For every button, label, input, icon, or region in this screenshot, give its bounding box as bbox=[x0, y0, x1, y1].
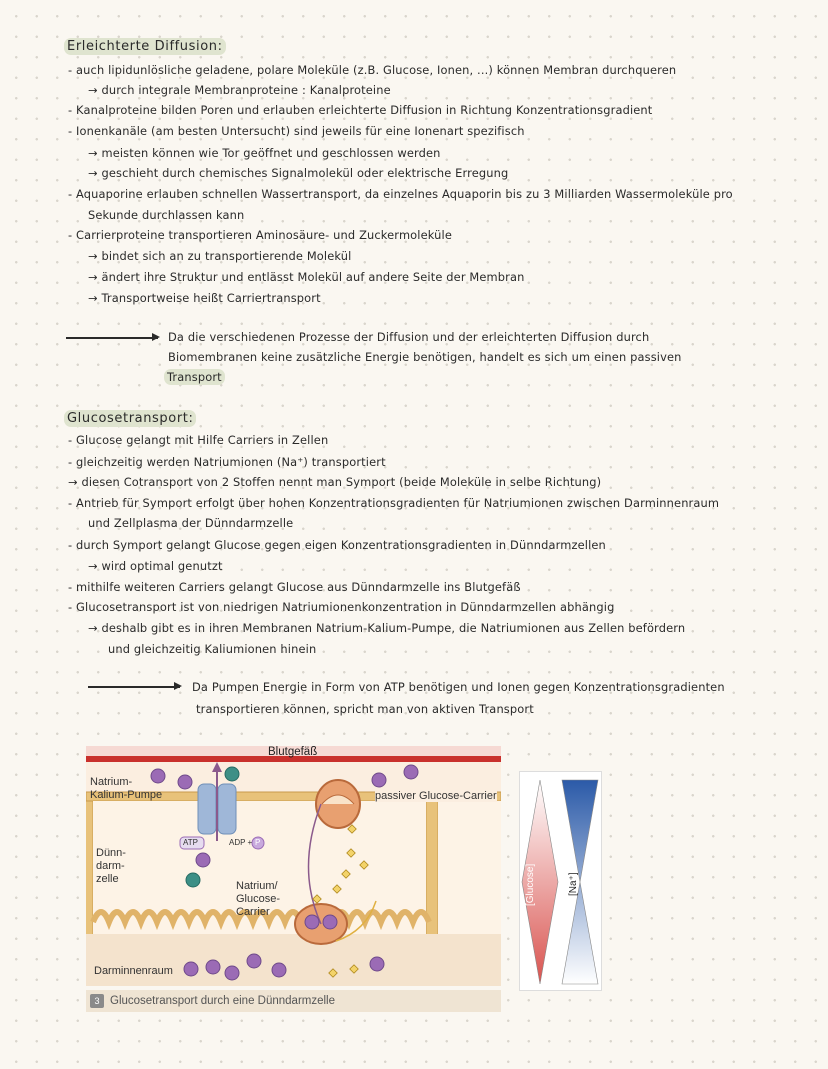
conclusion-line: Biomembranen keine zusätzliche Energie benötigen, handelt es sich um einen passiven bbox=[168, 350, 682, 364]
label-adp: ADP + bbox=[229, 838, 253, 847]
text-line: → wird optimal genutzt bbox=[88, 559, 223, 573]
label-na-gradient: [Na⁺] bbox=[568, 872, 579, 896]
label-pump-1: Natrium- bbox=[90, 776, 133, 788]
label-symport-1: Natrium/ bbox=[236, 880, 278, 892]
arrow-icon bbox=[66, 337, 158, 339]
text-line: → ändert ihre Struktur und entlässt Molekül auf andere Seite der Membran bbox=[88, 270, 525, 284]
caption-number: 3 bbox=[90, 994, 104, 1008]
text-line: - durch Symport gelangt Glucose gegen eigen Konzentrationsgradienten in Dünndarmzellen bbox=[68, 538, 606, 552]
text-line: - Kanalproteine bilden Poren und erlauben erleichterte Diffusion in Richtung Konzentrationsgradient bbox=[68, 103, 653, 117]
conclusion-line: transportieren können, spricht man von aktiven Transport bbox=[196, 702, 534, 716]
figure-caption bbox=[86, 990, 501, 1012]
text-line: Sekunde durchlassen kann bbox=[88, 208, 245, 222]
text-line: - auch lipidunlösliche geladene, polare Moleküle (z.B. Glucose, Ionen, ...) können Membran durchqueren bbox=[68, 63, 677, 77]
text-line: und Zellplasma der Dünndarmzelle bbox=[88, 516, 294, 530]
label-passive-carrier: passiver Glucose-Carrier bbox=[375, 790, 497, 802]
text-line: → durch integrale Membranproteine : Kanalproteine bbox=[88, 83, 391, 97]
text-line: - Glucosetransport ist von niedrigen Natriumionenkonzentration in Dünndarmzellen abhängig bbox=[68, 600, 615, 614]
label-atp: ATP bbox=[183, 838, 198, 847]
text-line: - gleichzeitig werden Natriumionen (Na⁺) transportiert bbox=[68, 455, 386, 469]
label-cell-3: zelle bbox=[96, 873, 119, 885]
label-blood-vessel: Blutgefäß bbox=[268, 746, 318, 758]
text-line: - Carrierproteine transportieren Aminosäure- und Zuckermoleküle bbox=[68, 228, 453, 242]
conclusion-line: Transport bbox=[164, 370, 225, 384]
caption-text: Glucosetransport durch eine Dünndarmzelle bbox=[110, 995, 336, 1007]
lumen-area bbox=[86, 934, 501, 986]
label-glucose-gradient: [Glucose] bbox=[525, 863, 536, 906]
text-line: → geschieht durch chemisches Signalmolekül oder elektrische Erregung bbox=[88, 166, 509, 180]
section-title-glucose: Glucosetransport: bbox=[64, 411, 196, 426]
glucose-transport-figure bbox=[86, 746, 501, 986]
text-line: - Aquaporine erlauben schnellen Wassertransport, da einzelnes Aquaporin bis zu 3 Milliarden Wassermoleküle pro bbox=[68, 187, 733, 201]
text-line: → bindet sich an zu transportierende Molekül bbox=[88, 249, 352, 263]
label-symport-3: Carrier bbox=[236, 906, 270, 918]
label-cell bbox=[96, 847, 126, 886]
text-line: und gleichzeitig Kaliumionen hinein bbox=[108, 642, 317, 656]
label-symport-carrier bbox=[236, 880, 280, 919]
label-cell-1: Dünn- bbox=[96, 847, 126, 859]
text-line: → Transportweise heißt Carriertransport bbox=[88, 291, 321, 305]
label-lumen: Darminnenraum bbox=[94, 965, 173, 977]
arrow-icon bbox=[88, 686, 180, 688]
text-line: → meisten können wie Tor geöffnet und geschlossen werden bbox=[88, 146, 441, 160]
text-line: → diesen Cotransport von 2 Stoffen nennt man Symport (beide Moleküle in selbe Richtung) bbox=[68, 475, 602, 489]
pump-left bbox=[198, 784, 216, 834]
label-cell-2: darm- bbox=[96, 860, 125, 872]
conclusion-line: Da die verschiedenen Prozesse der Diffusion und der erleichterten Diffusion durch bbox=[168, 330, 650, 344]
text-line: - Ionenkanäle (am besten Untersucht) sind jeweils für eine Ionenart spezifisch bbox=[68, 124, 525, 138]
text-line: → deshalb gibt es in ihren Membranen Natrium-Kalium-Pumpe, die Natriumionen aus Zellen befördern bbox=[88, 621, 686, 635]
label-symport-2: Glucose- bbox=[236, 893, 281, 905]
label-pump-2: Kalium-Pumpe bbox=[90, 789, 163, 801]
section-title-diffusion: Erleichterte Diffusion: bbox=[64, 39, 226, 54]
text-line: - Glucose gelangt mit Hilfe Carriers in Zellen bbox=[68, 433, 329, 447]
concentration-gradient-figure bbox=[519, 771, 602, 991]
text-line: - mithilfe weiteren Carriers gelangt Glucose aus Dünndarmzelle ins Blutgefäß bbox=[68, 580, 521, 594]
label-pump bbox=[90, 776, 162, 802]
conclusion-line: Da Pumpen Energie in Form von ATP benötigen und Ionen gegen Konzentrationsgradienten bbox=[192, 680, 725, 694]
text-line: - Antrieb für Symport erfolgt über hohen Konzentrationsgradienten für Natriumionen zwischen Darminnenraum bbox=[68, 496, 720, 510]
pump-right bbox=[218, 784, 236, 834]
label-phosphate: P bbox=[255, 838, 261, 847]
